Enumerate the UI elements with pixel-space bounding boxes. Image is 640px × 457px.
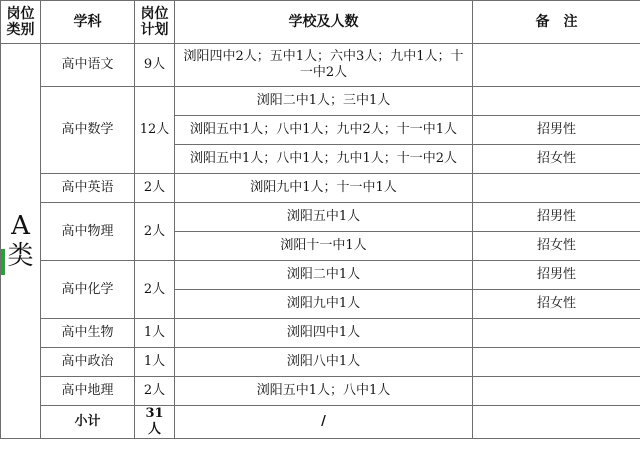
green-margin-marker (1, 249, 5, 275)
plan-cell: 2人 (135, 261, 175, 319)
schools-cell: 浏阳五中1人；八中1人；九中2人；十一中1人 (175, 116, 473, 145)
schools-cell: 浏阳九中1人；十一中1人 (175, 174, 473, 203)
schools-cell: 浏阳五中1人 (175, 203, 473, 232)
note-cell (473, 348, 640, 377)
schools-cell: 浏阳五中1人；八中1人；九中1人；十一中2人 (175, 145, 473, 174)
table-row (1, 203, 640, 232)
note-cell (473, 319, 640, 348)
note-cell: 招女性 (473, 290, 640, 319)
subtotal-schools: / (175, 406, 473, 439)
subject-cell: 高中英语 (41, 174, 135, 203)
table-row (1, 319, 640, 348)
schools-cell: 浏阳四中1人 (175, 319, 473, 348)
plan-cell: 1人 (135, 319, 175, 348)
note-cell (473, 87, 640, 116)
subtotal-plan: 31人 (135, 406, 175, 439)
schools-cell: 浏阳二中1人；三中1人 (175, 87, 473, 116)
plan-cell: 9人 (135, 44, 175, 87)
header-notes: 备 注 (473, 1, 640, 44)
plan-cell: 1人 (135, 348, 175, 377)
note-cell: 招女性 (473, 145, 640, 174)
table-row (1, 44, 640, 87)
plan-cell: 2人 (135, 203, 175, 261)
header-schools: 学校及人数 (175, 1, 473, 44)
schools-cell: 浏阳八中1人 (175, 348, 473, 377)
subject-cell: 高中地理 (41, 377, 135, 406)
table-row (1, 348, 640, 377)
subtotal-label: 小计 (41, 406, 135, 439)
subject-cell: 高中生物 (41, 319, 135, 348)
table-row (1, 174, 640, 203)
schools-cell: 浏阳五中1人；八中1人 (175, 377, 473, 406)
subtotal-note (473, 406, 640, 439)
subject-cell: 高中数学 (41, 87, 135, 174)
schools-cell: 浏阳九中1人 (175, 290, 473, 319)
header-subject: 学科 (41, 1, 135, 44)
header-plan: 岗位计划 (135, 1, 175, 44)
schools-cell: 浏阳二中1人 (175, 261, 473, 290)
header-category: 岗位类别 (1, 1, 41, 44)
category-cell (1, 44, 41, 439)
note-cell (473, 174, 640, 203)
header-row (1, 1, 640, 44)
note-cell: 招男性 (473, 261, 640, 290)
plan-cell: 12人 (135, 87, 175, 174)
note-cell: 招女性 (473, 232, 640, 261)
table-row (1, 261, 640, 290)
subtotal-row (1, 406, 640, 439)
note-cell: 招男性 (473, 203, 640, 232)
subject-cell: 高中物理 (41, 203, 135, 261)
category-label: A类 (7, 211, 34, 271)
schools-cell: 浏阳四中2人；五中1人；六中3人；九中1人；十一中2人 (175, 44, 473, 87)
plan-cell: 2人 (135, 377, 175, 406)
plan-cell: 2人 (135, 174, 175, 203)
subject-cell: 高中化学 (41, 261, 135, 319)
schools-cell: 浏阳十一中1人 (175, 232, 473, 261)
subject-cell: 高中语文 (41, 44, 135, 87)
note-cell: 招男性 (473, 116, 640, 145)
subject-cell: 高中政治 (41, 348, 135, 377)
note-cell (473, 44, 640, 87)
table-row (1, 87, 640, 116)
table-row (1, 377, 640, 406)
note-cell (473, 377, 640, 406)
